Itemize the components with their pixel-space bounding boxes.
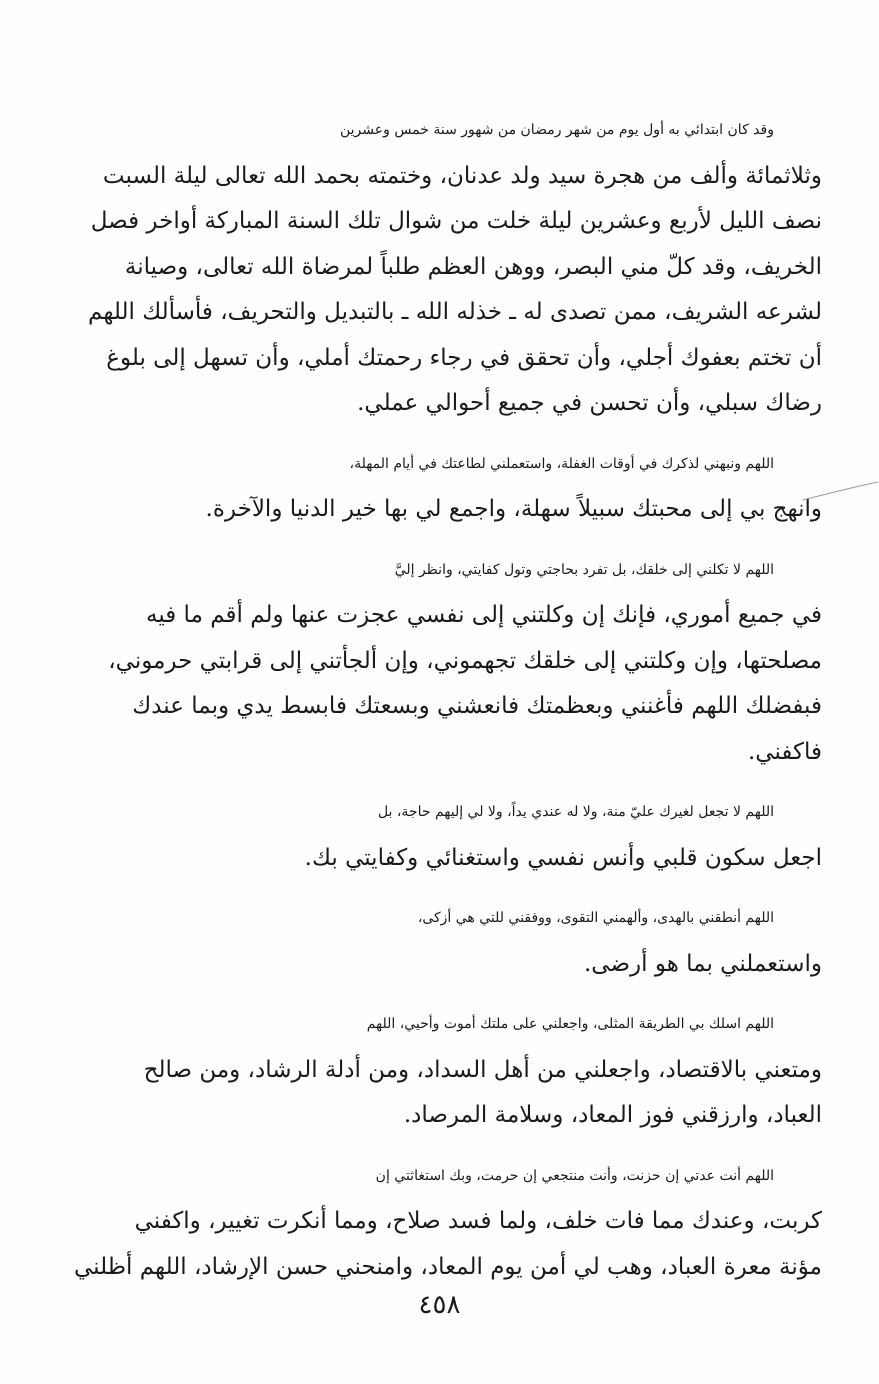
text-line: فبفضلك اللهم فأغنني وبعظمتك فانعشني وبسعتك فابسط يدي وبما عندك bbox=[132, 693, 822, 719]
text-line: اللهم لا تكلني إلى خلقك، بل تفرد بحاجتي وتول كفايتي، وانظر إليَّ bbox=[394, 561, 774, 578]
text-line: وثلاثمائة وألف من هجرة سيد ولد عدنان، وختمته بحمد الله تعالى ليلة السبت bbox=[102, 162, 822, 189]
margin-pen-stroke bbox=[800, 478, 879, 508]
text-line: اللهم لا تجعل لغيرك عليّ منة، ولا له عندي يداً، ولا لي إليهم حاجة، بل bbox=[377, 804, 774, 820]
paragraph-1 bbox=[46, 108, 822, 427]
page-number: ٤٥٨ bbox=[418, 1290, 461, 1320]
text-line: رضاك سبلي، وأن تحسن في جميع أحوالي عملي. bbox=[357, 390, 822, 416]
text-line: لشرعه الشريف، ممن تصدى له ـ خذله الله ـ بالتبديل والتحريف، فأسألك اللهم bbox=[88, 299, 822, 325]
text-line: واستعملني بما هو أرضى. bbox=[584, 950, 822, 977]
text-line: وانهج بي إلى محبتك سبيلاً سهلة، واجمع لي بها خير الدنيا والآخرة. bbox=[205, 496, 822, 522]
text-line: اللهم أنت عدتي إن حزنت، وأنت منتجعي إن حرمت، وبك استغاثتي إن bbox=[375, 1167, 774, 1184]
page-text bbox=[46, 108, 822, 1305]
paragraph-5 bbox=[46, 896, 822, 987]
text-line: الخريف، وقد كلّ مني البصر، ووهن العظم طلباً لمرضاة الله تعالى، وصيانة bbox=[124, 253, 822, 280]
text-line: اجعل سكون قلبي وأنس نفسي واستغنائي وكفايتي بك. bbox=[304, 844, 822, 871]
text-line: اللهم اسلك بي الطريقة المثلى، واجعلني على ملتك أموت وأحيي، اللهم bbox=[366, 1016, 774, 1032]
text-line: اللهم أنطقني بالهدى، وألهمني التقوى، ووفقني للتي هي أزكى، bbox=[417, 910, 774, 926]
paragraph-7 bbox=[46, 1154, 822, 1291]
text-line: العباد، وارزقني فوز المعاد، وسلامة المرصاد. bbox=[403, 1102, 822, 1128]
paragraph-6 bbox=[46, 1002, 822, 1139]
text-line: فاكفني. bbox=[747, 738, 822, 765]
text-line: مصلحتها، وإن وكلتني إلى خلقك تجهموني، وإن ألجأتني إلى قرابتي حرموني، bbox=[108, 647, 822, 674]
paragraph-4 bbox=[46, 790, 822, 881]
text-line: مؤنة معرة العباد، وهب لي أمن يوم المعاد، وامنحني حسن الإرشاد، اللهم أظلني bbox=[74, 1253, 822, 1280]
text-line: وقد كان ابتدائي به أول يوم من شهر رمضان من شهور سنة خمس وعشرين bbox=[340, 122, 774, 138]
text-line: أن تختم بعفوك أجلي، وأن تحقق في رجاء رحمتك أملي، وأن تسهل إلى بلوغ bbox=[106, 344, 822, 371]
text-line: اللهم ونبهني لذكرك في أوقات الغفلة، واستعملني لطاعتك في أيام المهلة، bbox=[349, 455, 774, 472]
paragraph-3 bbox=[46, 548, 822, 776]
text-line: كربت، وعندك مما فات خلف، ولما فسد صلاح، ومما أنكرت تغيير، واكفني bbox=[134, 1208, 822, 1234]
text-line: في جميع أموري، فإنك إن وكلتني إلى نفسي عجزت عنها ولم أقم ما فيه bbox=[145, 602, 822, 628]
text-line: ومتعني بالاقتصاد، واجعلني من أهل السداد، ومن أدلة الرشاد، ومن صالح bbox=[143, 1056, 822, 1083]
paragraph-2 bbox=[46, 442, 822, 533]
text-line: نصف الليل لأربع وعشرين ليلة خلت من شوال تلك السنة المباركة أواخر فصل bbox=[90, 208, 822, 234]
